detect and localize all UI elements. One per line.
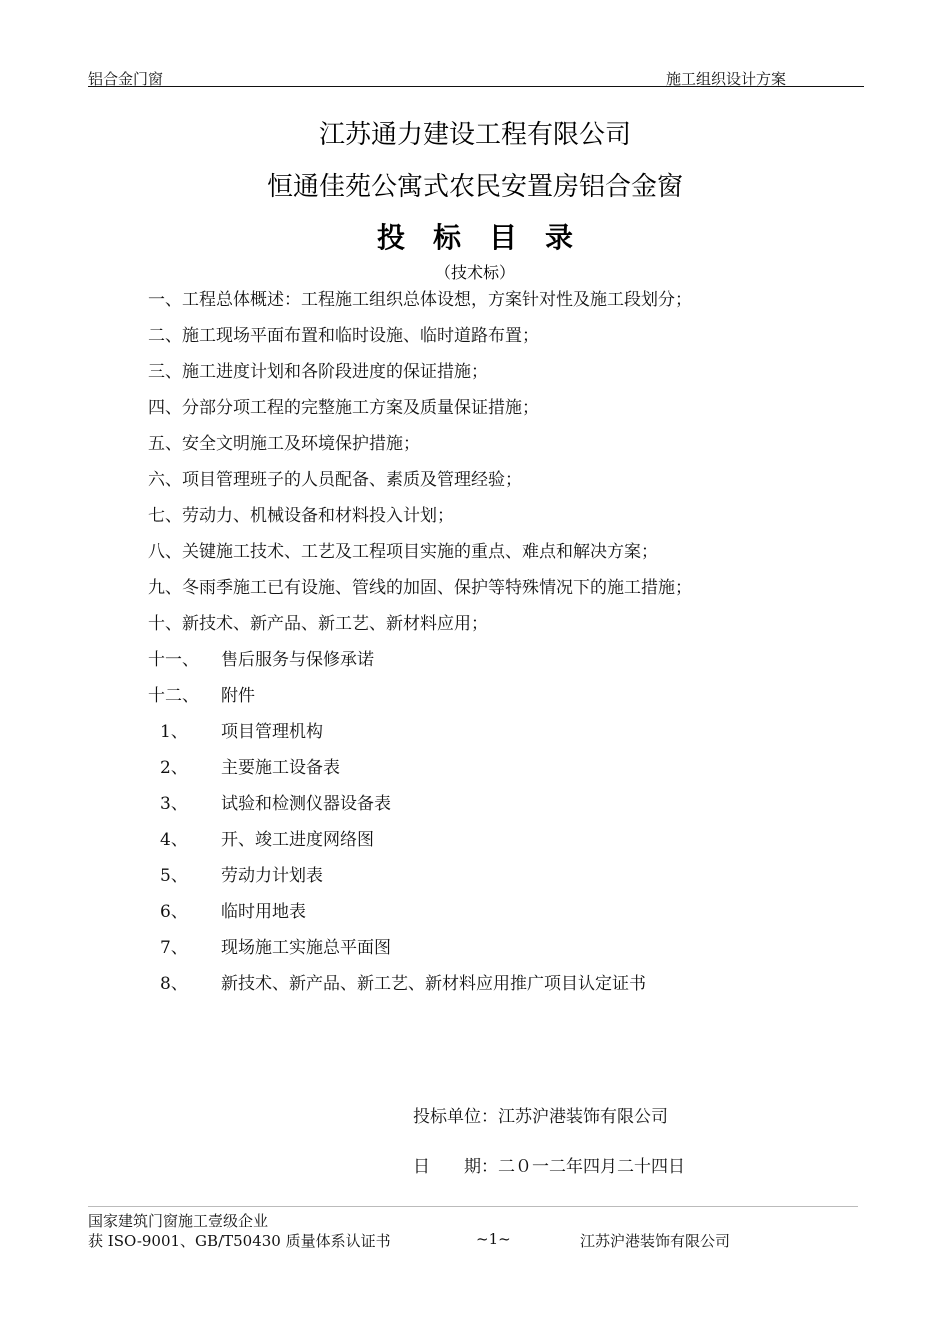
bidder-unit-label: 投标单位： [413,1107,498,1127]
bidder-unit [413,1102,668,1127]
bidder-unit-value: 江苏沪港装饰有限公司 [498,1107,668,1127]
toc-item-8: 八、关键施工技术、工艺及工程项目实施的重点、难点和解决方案； [148,542,658,562]
attachment-4-number: 4、 [160,830,188,850]
attachment-5-text: 劳动力计划表 [221,866,323,886]
bid-date-label: 日 期： [413,1157,498,1177]
toc-item-3: 三、施工进度计划和各阶段进度的保证措施； [148,362,488,382]
header-right-text: 施工组织设计方案 [666,70,787,88]
attachment-8-text: 新技术、新产品、新工艺、新材料应用推广项目认定证书 [221,974,646,994]
attachment-7-number: 7、 [160,938,188,958]
company-title: 江苏通力建设工程有限公司 [318,120,631,150]
attachment-3-text: 试验和检测仪器设备表 [221,794,391,814]
header-left-text: 铝合金门窗 [88,70,164,88]
attachment-2-text: 主要施工设备表 [221,758,340,778]
attachment-6-text: 临时用地表 [221,902,306,922]
toc-item-11-number: 十一、 [148,650,199,670]
toc-item-11-text: 售后服务与保修承诺 [221,650,374,670]
attachment-7-text: 现场施工实施总平面图 [221,938,391,958]
footer-qualification: 国家建筑门窗施工壹级企业 [88,1212,269,1230]
toc-item-9: 九、冬雨季施工已有设施、管线的加固、保护等特殊情况下的施工措施； [148,578,692,598]
toc-item-2: 二、施工现场平面布置和临时设施、临时道路布置； [148,326,539,346]
toc-item-4: 四、分部分项工程的完整施工方案及质量保证措施； [148,398,539,418]
attachment-6-number: 6、 [160,902,188,922]
page-number: ~1~ [476,1230,511,1248]
footer-certification: 获 ISO-9001、GB/T50430 质量体系认证书 [88,1232,391,1250]
footer-rule [88,1206,858,1207]
toc-item-7: 七、劳动力、机械设备和材料投入计划； [148,506,454,526]
attachment-8-number: 8、 [160,974,188,994]
toc-item-10: 十、新技术、新产品、新工艺、新材料应用； [148,614,488,634]
toc-item-5: 五、安全文明施工及环境保护措施； [148,434,420,454]
bid-date-value: 二０一二年四月二十四日 [498,1157,685,1177]
attachment-3-number: 3、 [160,794,188,814]
attachment-1-text: 项目管理机构 [221,722,323,742]
toc-item-1: 一、工程总体概述：工程施工组织总体设想，方案针对性及施工段划分； [148,290,692,310]
header-rule [88,86,864,87]
toc-item-12-number: 十二、 [148,686,199,706]
bid-date [413,1152,685,1177]
attachment-1-number: 1、 [160,722,188,742]
attachment-5-number: 5、 [160,866,188,886]
project-title: 恒通佳苑公寓式农民安置房铝合金窗 [266,172,683,202]
document-heading: 投标目录 [376,221,601,254]
footer-company: 江苏沪港装饰有限公司 [580,1232,731,1250]
attachment-2-number: 2、 [160,758,188,778]
document-subtitle: （技术标） [434,263,515,282]
toc-item-12-text: 附件 [221,686,255,706]
toc-item-6: 六、项目管理班子的人员配备、素质及管理经验； [148,470,522,490]
attachment-4-text: 开、竣工进度网络图 [221,830,374,850]
